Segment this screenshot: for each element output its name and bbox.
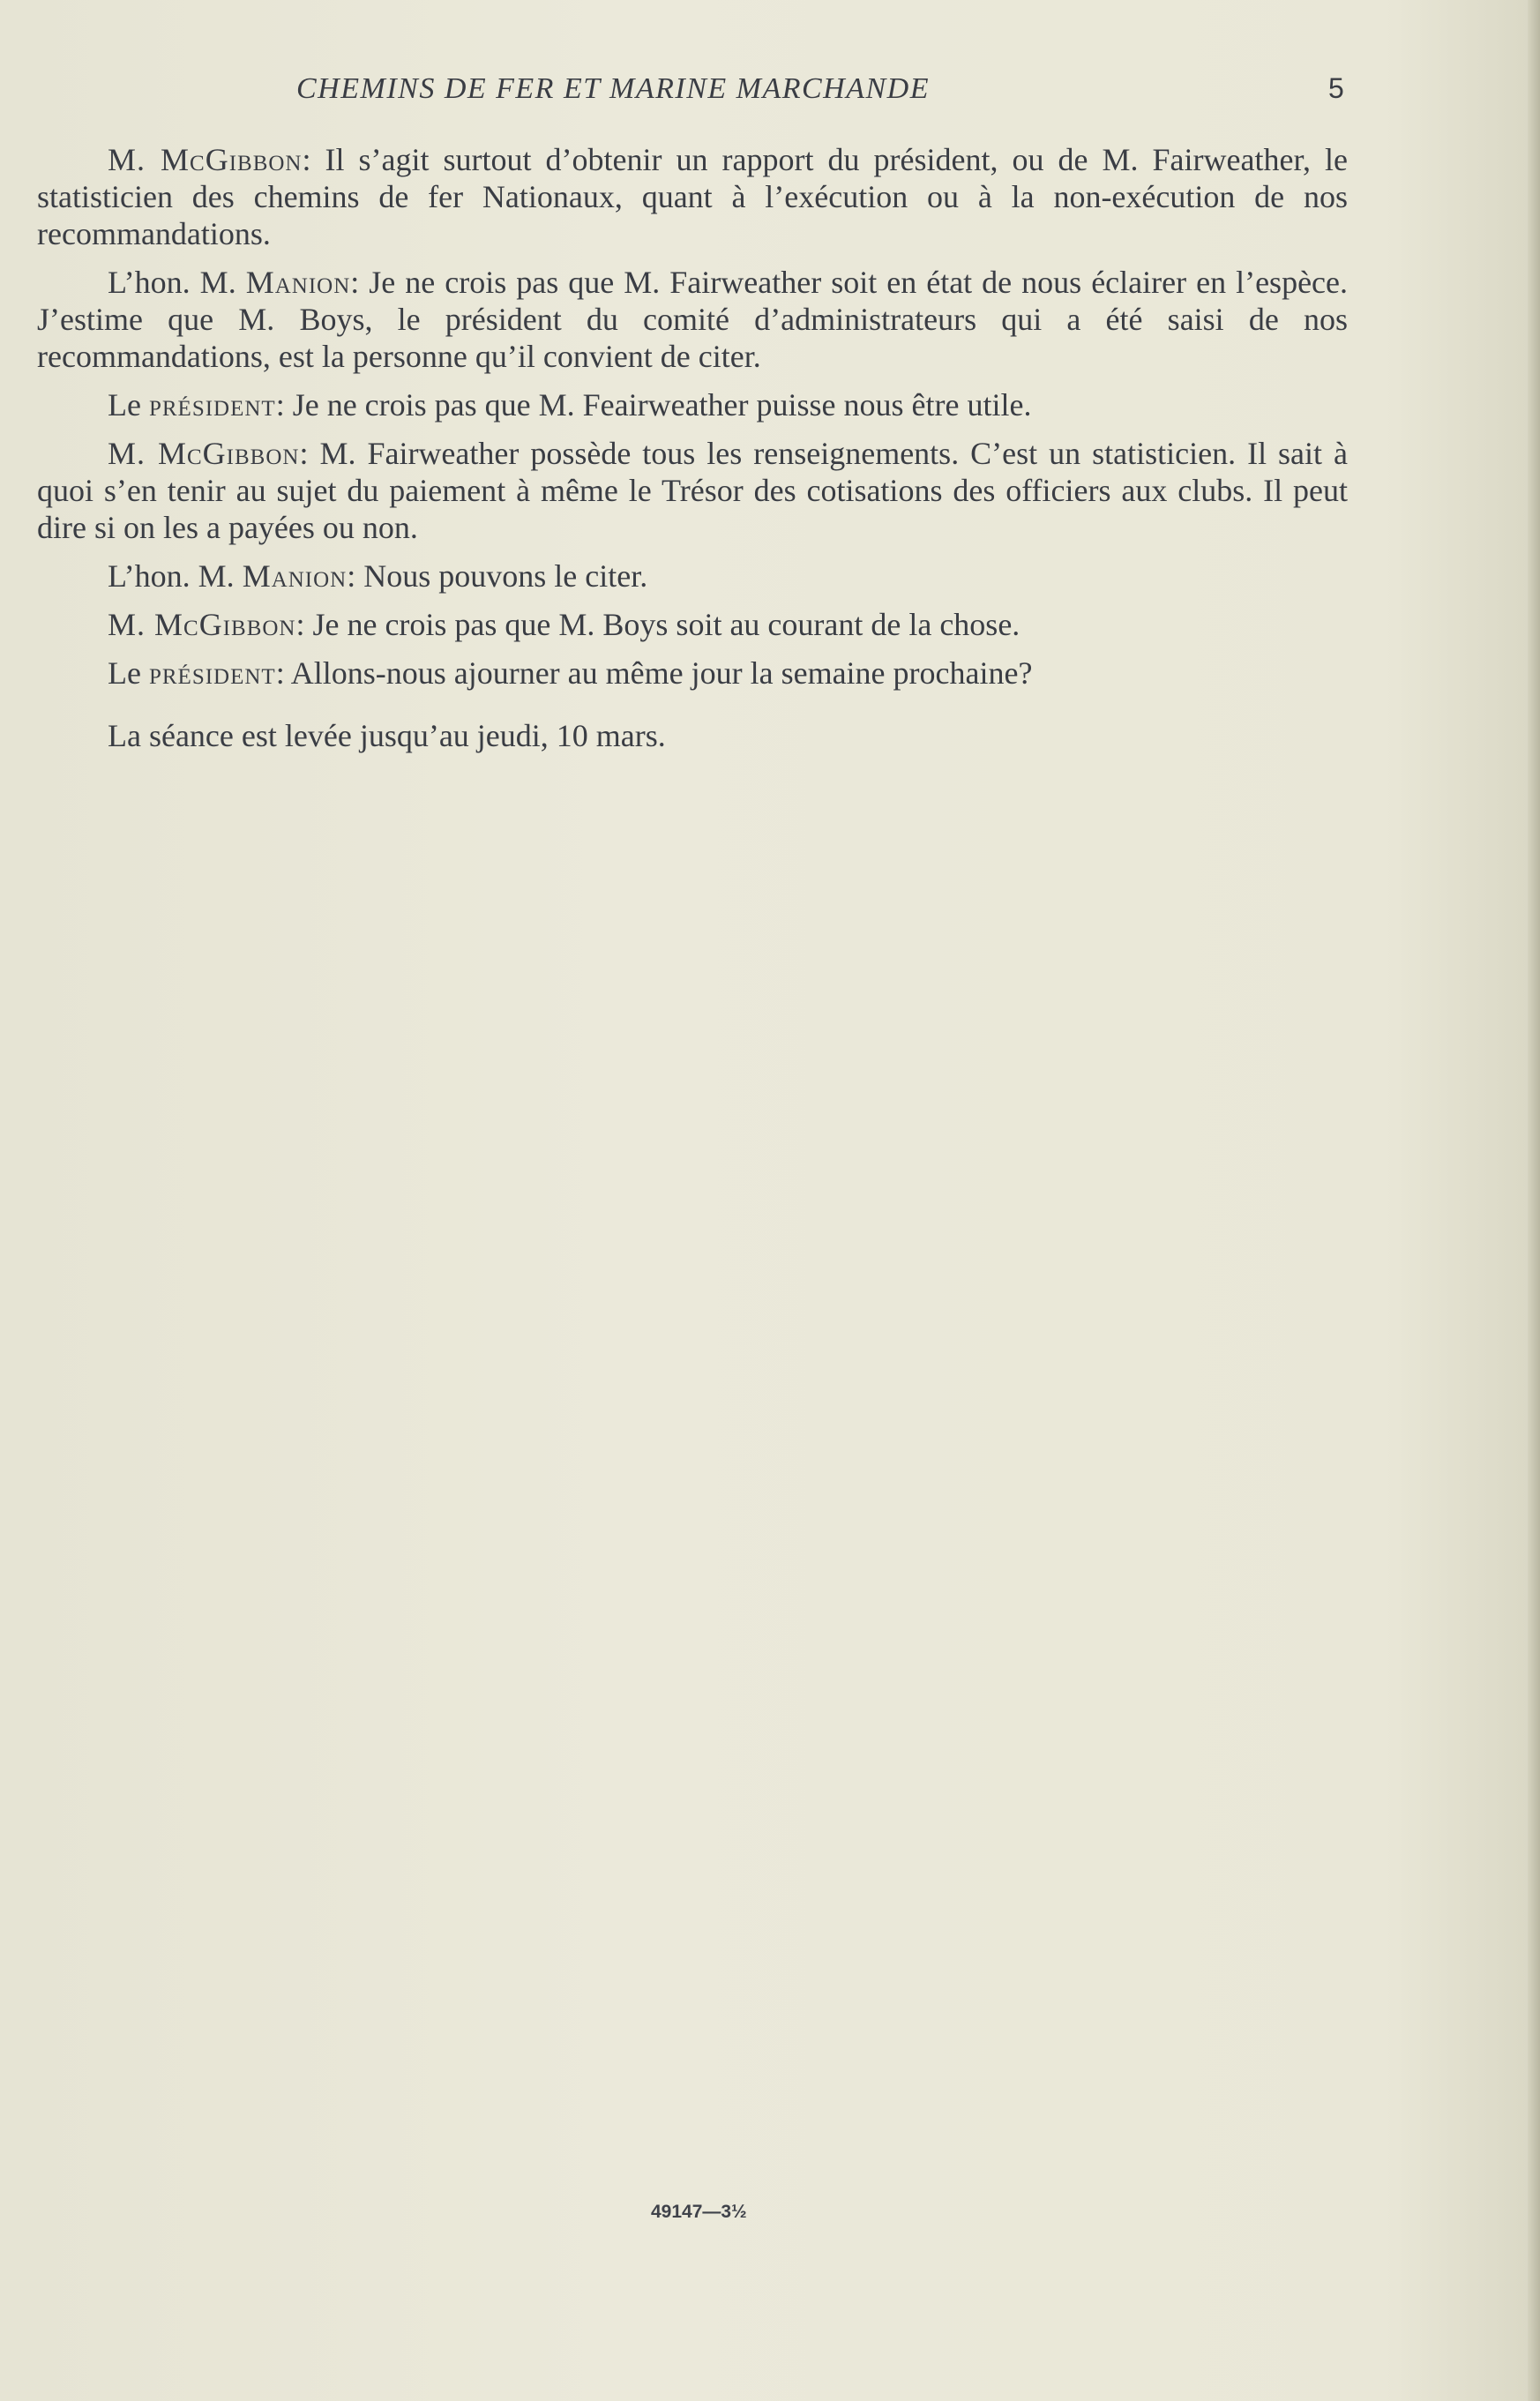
printer-code: 49147—3½ (651, 2202, 747, 2222)
paragraph (37, 654, 1348, 692)
paragraph-text: : Il s’agit surtout d’obtenir un rapport du président, ou de M. Fairweather, le statisticien des chemins de fer Nationaux, quant à l’exécution ou à la non-exécution de nos recommandations. (37, 142, 1348, 251)
paragraph-text: : Je ne crois pas que M. Feairweather puisse nous être utile. (275, 387, 1032, 423)
page-edge (1528, 0, 1540, 2401)
paragraph-text: : Je ne crois pas que M. Fairweather soit en état de nous éclairer en l’espèce. J’estime que M. Boys, le président du comité d’administrateurs qui a été saisi de nos recommandations, est la personne qu’il convient de citer. (37, 265, 1348, 374)
speaker-name: M. McGibbon (108, 142, 303, 177)
speaker-prefix: Le (108, 387, 149, 423)
paragraph-text: : Allons-nous ajourner au même jour la semaine prochaine? (275, 655, 1033, 691)
adjournment-line: La séance est levée jusqu’au jeudi, 10 mars. (108, 718, 666, 753)
body-text (37, 141, 1348, 766)
paragraph (37, 606, 1348, 643)
speaker-name: président (148, 387, 276, 423)
paragraph-text: : M. Fairweather possède tous les renseignements. C’est un statisticien. Il sait à quoi s’en tenir au sujet du paiement à même le Trésor des cotisations des officiers aux clubs. Il peut dire si on les a payées ou non. (37, 436, 1349, 545)
speaker-name: M. McGibbon (108, 436, 300, 471)
paragraph-text: : Je ne crois pas que M. Boys soit au courant de la chose. (295, 607, 1020, 642)
running-title: CHEMINS DE FER ET MARINE MARCHANDE (296, 72, 931, 105)
paragraph (37, 141, 1348, 252)
speaker-prefix: L’hon. M. (108, 558, 243, 594)
speaker-prefix: Le (108, 655, 149, 691)
speaker-name: Manion (242, 558, 348, 594)
paragraph-text: : Nous pouvons le citer. (347, 558, 648, 594)
speaker-name: M. McGibbon (108, 607, 296, 642)
speaker-name: Manion (245, 265, 351, 300)
page-number: 5 (1328, 72, 1344, 104)
page-header (0, 72, 1540, 111)
paragraph (37, 264, 1348, 375)
paragraph (37, 386, 1348, 423)
paragraph (37, 435, 1348, 546)
speaker-prefix: L’hon. M. (108, 265, 246, 300)
speaker-name: président (148, 655, 276, 691)
paragraph (37, 557, 1348, 595)
